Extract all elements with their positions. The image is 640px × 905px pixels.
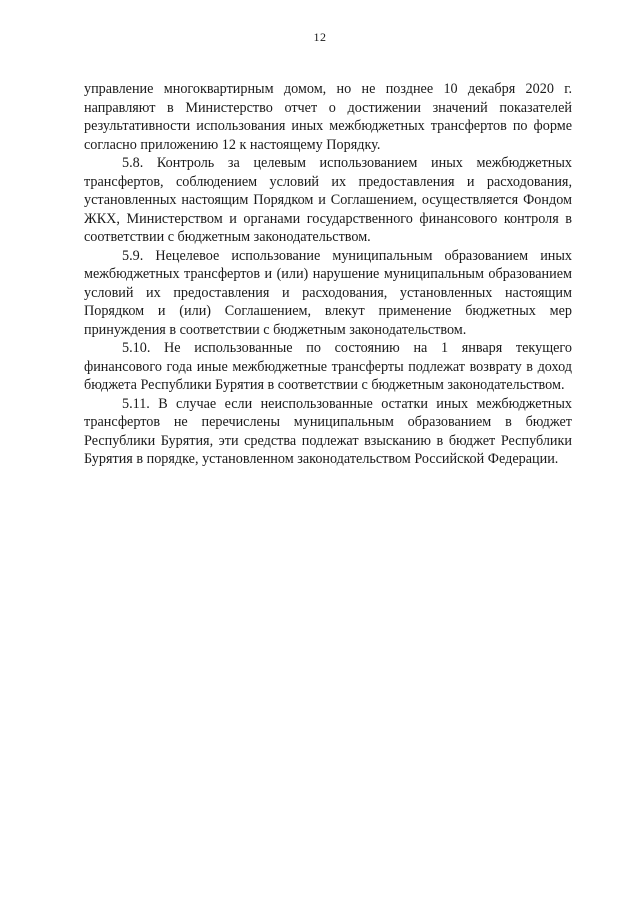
page-number: 12 xyxy=(313,30,327,44)
document-body xyxy=(84,80,572,469)
paragraph-5-8: 5.8. Контроль за целевым использованием иных межбюджетных трансфертов, соблюдением условий их предоставления и расходования, установленных настоящим Порядком и Соглашением, осуществляется Фондом ЖКХ, Министерством и органами государственного финансового контроля в соответствии с бюджетным законодательством. xyxy=(84,155,572,245)
paragraph-5-9: 5.9. Нецелевое использование муниципальным образованием иных межбюджетных трансфертов и (или) нарушение муниципальным образованием условий их предоставления и расходования, установленных настоящим Порядком и (или) Соглашением, влекут применение бюджетных мер принуждения в соответствии с бюджетным законодательством. xyxy=(84,247,572,338)
paragraph-continuation: управление многоквартирным домом, но не позднее 10 декабря 2020 г. направляют в Министерство отчет о достижении значений показателей результативности использования иных межбюджетных трансфертов по форме согласно приложению 12 к настоящему Порядку. xyxy=(84,81,572,153)
paragraph-5-11: 5.11. В случае если неиспользованные остатки иных межбюджетных трансфертов не перечислены муниципальным образованием в бюджет Республики Бурятия, эти средства подлежат взысканию в бюджет Республики Бурятия в порядке, установленном законодательством Российской Федерации. xyxy=(84,395,572,467)
paragraph-5-10: 5.10. Не использованные по состоянию на 1 января текущего финансового года иные межбюджетные трансферты подлежат возврату в доход бюджета Республики Бурятия в соответствии с бюджетным законодательством. xyxy=(84,340,572,393)
